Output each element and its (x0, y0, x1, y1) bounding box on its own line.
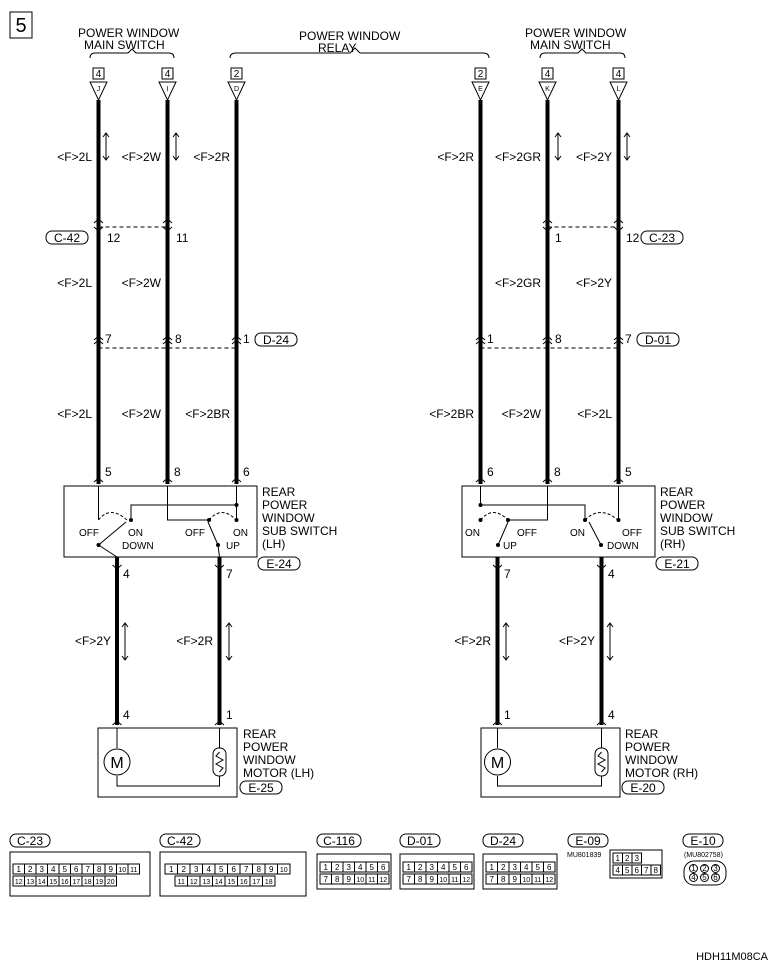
connector-cell-label: 5 (535, 863, 540, 872)
sub-lh-pin-top-3: 6 (243, 465, 250, 479)
connector-cell-label: 1 (169, 865, 174, 874)
connector-cell-label: 20 (106, 879, 115, 886)
header-main-switch-right-2: MAIN SWITCH (530, 38, 611, 52)
connector-cell-label: 15 (49, 879, 58, 886)
svg-text:DOWN: DOWN (607, 541, 639, 552)
connector-cell-label: 7 (244, 865, 249, 874)
sub-rh-name-1: REAR (660, 485, 694, 499)
connector-cell-label: 4 (358, 863, 363, 872)
connector-cell-label: 1 (489, 863, 494, 872)
connector-cell-label: 12 (462, 877, 471, 884)
svg-text:4: 4 (615, 69, 622, 80)
motor-rh-name-3: WINDOW (625, 753, 678, 767)
connector-cell-label: 2 (702, 864, 707, 873)
connector-cell-label: 2 (625, 854, 630, 863)
sub-lh-pin-top-1: 5 (105, 465, 112, 479)
svg-text:D-01: D-01 (406, 834, 434, 848)
wire-label-top-5: <F>2GR (494, 150, 541, 164)
terminal-d (228, 68, 245, 100)
connector-cell-label: 2 (181, 865, 186, 874)
connector-cell-label: 12 (379, 877, 388, 884)
sub-lh-pin-bottom-1: 4 (123, 567, 130, 581)
wire-label-low-1: <F>2L (57, 407, 92, 421)
wire-label-top-1: <F>2L (57, 150, 92, 164)
connector-cell-label: 9 (108, 865, 113, 874)
svg-text:C-42: C-42 (166, 834, 194, 848)
motor-lh-name-1: REAR (243, 727, 277, 741)
connector-cell-label: 11 (451, 877, 459, 884)
page-number: 5 (15, 15, 27, 37)
connector-cell-label: 6 (547, 863, 552, 872)
connector-cell-label: 13 (26, 879, 35, 886)
sub-rh-pin-bottom-2: 4 (608, 567, 615, 581)
connector-cell-label: 7 (85, 865, 90, 874)
connector-cell-label: 6 (231, 865, 236, 874)
connector-cell-label: 16 (60, 879, 69, 886)
legend-connector-e09 (567, 834, 662, 878)
connector-cell-label: 6 (381, 863, 386, 872)
motor-rh-pin-1: 1 (504, 708, 511, 722)
svg-text:ON: ON (128, 528, 143, 539)
c23-label: C-23 (648, 231, 676, 245)
svg-text:D: D (233, 86, 240, 93)
connector-cell-label: 2 (28, 865, 33, 874)
sub-rh-name-3: WINDOW (660, 511, 713, 525)
motor-top-marks (113, 721, 607, 725)
d24-label: D-24 (262, 333, 290, 347)
svg-text:UP: UP (503, 541, 517, 552)
terminal-j (90, 68, 107, 100)
connector-cell-label: 15 (227, 879, 236, 886)
legend-connector-c23 (10, 834, 150, 896)
connector-cell-label: 3 (194, 865, 199, 874)
connector-cell-label: 3 (39, 865, 44, 874)
connector-cell-label: 2 (418, 863, 423, 872)
svg-text:MU801839: MU801839 (567, 852, 602, 859)
d24-pin-2: 8 (175, 332, 182, 346)
connector-cell-label: 8 (256, 865, 261, 874)
sub-rh-name-5: (RH) (660, 537, 686, 551)
connector-cell-label: 3 (634, 854, 639, 863)
connector-cell-label: 5 (369, 863, 374, 872)
svg-text:J: J (96, 86, 101, 93)
d01-pin-3: 7 (625, 332, 632, 346)
connector-cell-label: 13 (202, 879, 211, 886)
header-main-switch-left-2: MAIN SWITCH (84, 38, 165, 52)
e20-label: E-20 (630, 781, 656, 795)
svg-text:C-116: C-116 (323, 834, 355, 848)
wire-label-mid-1: <F>2L (57, 276, 92, 290)
connector-cell-label: 17 (72, 879, 81, 886)
connector-cell-label: 3 (713, 864, 718, 873)
svg-text:ON: ON (570, 528, 585, 539)
sub-lh-name-5: (LH) (262, 537, 286, 551)
motor-lh-wire-label-2: <F>2R (176, 634, 213, 648)
sub-lh-name-2: POWER (262, 498, 308, 512)
motor-lh-name-3: WINDOW (243, 753, 296, 767)
connector-cell-label: 8 (653, 866, 658, 875)
svg-text:E-10: E-10 (690, 834, 716, 848)
connector-cell-label: 6 (74, 865, 79, 874)
c42-pin-left: 12 (107, 231, 121, 245)
header-main-switch-right-1: POWER WINDOW (525, 26, 627, 40)
connector-cell-label: 5 (702, 873, 707, 882)
motor-lh (98, 728, 237, 797)
svg-text:4: 4 (95, 69, 102, 80)
svg-text:ON: ON (233, 528, 248, 539)
wire-label-low-6: <F>2L (577, 407, 612, 421)
svg-text:E: E (478, 86, 483, 93)
sub-switch-lh (64, 478, 257, 557)
wire-label-top-4: <F>2R (437, 150, 474, 164)
terminal-l (610, 68, 627, 100)
header-main-switch-left-1: POWER WINDOW (78, 26, 180, 40)
connector-cell-label: 17 (252, 879, 261, 886)
connector-cell-label: 2 (501, 863, 506, 872)
motor-lh-symbol: M (110, 755, 124, 772)
connector-cell-label: 7 (323, 875, 328, 884)
terminal-e (472, 68, 489, 100)
connector-cell-label: 7 (406, 875, 411, 884)
connector-cell-label: 16 (239, 879, 248, 886)
sub-rh-pin-top-3: 5 (625, 465, 632, 479)
svg-text:OFF: OFF (517, 528, 537, 539)
wire-label-mid-2: <F>2W (121, 276, 161, 290)
svg-text:OFF: OFF (622, 528, 642, 539)
connector-cell-label: 14 (214, 879, 223, 886)
svg-text:C-23: C-23 (16, 834, 44, 848)
connector-cell-label: 18 (83, 879, 92, 886)
sub-rh-name-4: SUB SWITCH (660, 524, 736, 538)
svg-text:(MU802758): (MU802758) (684, 852, 723, 859)
connector-cell-label: 5 (219, 865, 224, 874)
connector-cell-label: 12 (545, 877, 554, 884)
e21-label: E-21 (664, 557, 690, 571)
brace-relay (230, 48, 489, 58)
svg-text:UP: UP (226, 541, 240, 552)
wire-label-mid-3: <F>2GR (494, 276, 541, 290)
sub-rh-name-2: POWER (660, 498, 706, 512)
svg-text:ON: ON (465, 528, 480, 539)
connector-cell-label: 1 (323, 863, 328, 872)
connector-cell-label: 1 (615, 854, 620, 863)
connector-cell-label: 8 (335, 875, 340, 884)
connector-cell-label: 10 (279, 867, 288, 874)
connector-cell-label: 9 (269, 865, 274, 874)
connector-cell-label: 4 (441, 863, 446, 872)
legend-connector-c42 (160, 834, 306, 896)
connector-cell-label: 9 (346, 875, 351, 884)
svg-text:D-24: D-24 (489, 834, 517, 848)
legend-connector-d01 (400, 834, 474, 889)
wire-label-top-3: <F>2R (193, 150, 230, 164)
lh-sub-inner-1 (99, 545, 118, 557)
motor-rh-symbol: M (490, 755, 505, 772)
e25-label: E-25 (248, 781, 274, 795)
legend-connector-c116 (317, 834, 391, 889)
wire-label-low-3: <F>2BR (185, 407, 230, 421)
connector-cell-label: 5 (452, 863, 457, 872)
wire-label-low-2: <F>2W (121, 407, 161, 421)
svg-text:4: 4 (164, 69, 171, 80)
svg-text:I: I (166, 86, 169, 93)
sub-rh-pin-top-2: 8 (554, 465, 561, 479)
connector-cell-label: 2 (335, 863, 340, 872)
connector-cell-label: 1 (691, 864, 696, 873)
junction-marks-d (94, 336, 623, 344)
connector-cell-label: 19 (95, 879, 104, 886)
d24-pin-3: 1 (243, 332, 250, 346)
connector-cell-label: 3 (346, 863, 351, 872)
svg-text:L: L (616, 86, 621, 93)
motor-lh-wire-label-1: <F>2Y (74, 634, 111, 648)
d24-pin-1: 7 (105, 332, 112, 346)
connector-cell-label: 6 (634, 866, 639, 875)
sub-lh-name-1: REAR (262, 485, 296, 499)
connector-cell-label: 4 (691, 873, 696, 882)
sub-rh-pin-bottom-1: 7 (504, 567, 511, 581)
motor-rh-name-2: POWER (625, 740, 671, 754)
terminal-k (539, 68, 556, 100)
d01-pin-1: 1 (487, 332, 494, 346)
c23-pin-left: 1 (555, 231, 562, 245)
junction-marks-c (94, 219, 623, 231)
header-relay-1: POWER WINDOW (299, 29, 401, 43)
legend-connector-e10 (683, 834, 726, 885)
motor-lh-pin-2: 1 (226, 708, 233, 722)
connector-cell-label: 12 (189, 879, 198, 886)
motor-rh (481, 728, 620, 797)
d01-label: D-01 (644, 333, 672, 347)
connector-cell-label: 7 (644, 866, 649, 875)
connector-cell-label: 4 (524, 863, 529, 872)
legend-connector-d24 (483, 834, 557, 889)
motor-rh-wire-label-1: <F>2R (454, 634, 491, 648)
d01-pin-2: 8 (555, 332, 562, 346)
connector-cell-label: 6 (713, 873, 718, 882)
c23-pin-right: 12 (626, 231, 640, 245)
connector-cell-label: 10 (356, 877, 365, 884)
connector-cell-label: 8 (418, 875, 423, 884)
motor-rh-name-1: REAR (625, 727, 659, 741)
sub-lh-name-4: SUB SWITCH (262, 524, 338, 538)
svg-text:2: 2 (233, 69, 240, 80)
connector-cell-label: 10 (522, 877, 531, 884)
terminal-i (159, 68, 176, 100)
motor-lh-pin-1: 4 (123, 708, 130, 722)
connector-cell-label: 8 (501, 875, 506, 884)
connector-cell-label: 9 (512, 875, 517, 884)
connector-cell-label: 6 (464, 863, 469, 872)
figure-id: HDH11M08CA (696, 951, 768, 963)
connector-cell-label: 12 (14, 879, 23, 886)
motor-rh-wire-label-2: <F>2Y (558, 634, 595, 648)
svg-text:4: 4 (544, 69, 551, 80)
connector-cell-label: 11 (130, 867, 138, 874)
connector-cell-label: 7 (489, 875, 494, 884)
connector-cell-label: 10 (118, 867, 127, 874)
sub-lh-pin-top-2: 8 (174, 465, 181, 479)
c42-pin-right: 11 (176, 231, 189, 245)
wire-label-top-2: <F>2W (121, 150, 161, 164)
sub-switch-rh (462, 478, 655, 557)
connector-cell-label: 5 (625, 866, 630, 875)
wire-label-low-4: <F>2BR (429, 407, 474, 421)
connector-cell-label: 14 (37, 879, 46, 886)
sub-lh-name-3: WINDOW (262, 511, 315, 525)
svg-text:E-09: E-09 (575, 834, 601, 848)
connector-cell-label: 11 (177, 879, 185, 886)
connector-cell-label: 11 (368, 877, 376, 884)
connector-cell-label: 5 (62, 865, 67, 874)
motor-lh-name-4: MOTOR (LH) (243, 766, 315, 780)
connector-cell-label: 9 (429, 875, 434, 884)
connector-cell-label: 10 (439, 877, 448, 884)
connector-cell-label: 3 (429, 863, 434, 872)
header-relay-2: RELAY (318, 41, 357, 55)
connector-cell-label: 8 (97, 865, 102, 874)
wire-label-top-6: <F>2Y (575, 150, 612, 164)
connector-cell-label: 4 (51, 865, 56, 874)
sub-lh-pin-bottom-2: 7 (226, 567, 233, 581)
motor-rh-name-4: MOTOR (RH) (625, 766, 699, 780)
motor-rh-pin-2: 4 (608, 708, 615, 722)
connector-cell-label: 4 (615, 866, 620, 875)
svg-text:OFF: OFF (79, 528, 99, 539)
current-arrows-top (103, 133, 630, 160)
c42-label: C-42 (53, 231, 81, 245)
wire-label-low-5: <F>2W (501, 407, 541, 421)
connector-cell-label: 11 (534, 877, 542, 884)
connector-cell-label: 4 (206, 865, 211, 874)
svg-text:K: K (545, 86, 550, 93)
svg-text:2: 2 (477, 69, 484, 80)
sub-bottom-marks (113, 565, 607, 569)
e24-label: E-24 (266, 557, 292, 571)
connector-cell-label: 1 (16, 865, 21, 874)
wire-label-mid-4: <F>2Y (575, 276, 612, 290)
sub-rh-pin-top-1: 6 (487, 465, 494, 479)
motor-lh-name-2: POWER (243, 740, 289, 754)
connector-cell-label: 18 (264, 879, 273, 886)
svg-text:DOWN: DOWN (122, 541, 154, 552)
connector-cell-label: 1 (406, 863, 411, 872)
svg-text:OFF: OFF (185, 528, 205, 539)
connector-cell-label: 3 (512, 863, 517, 872)
